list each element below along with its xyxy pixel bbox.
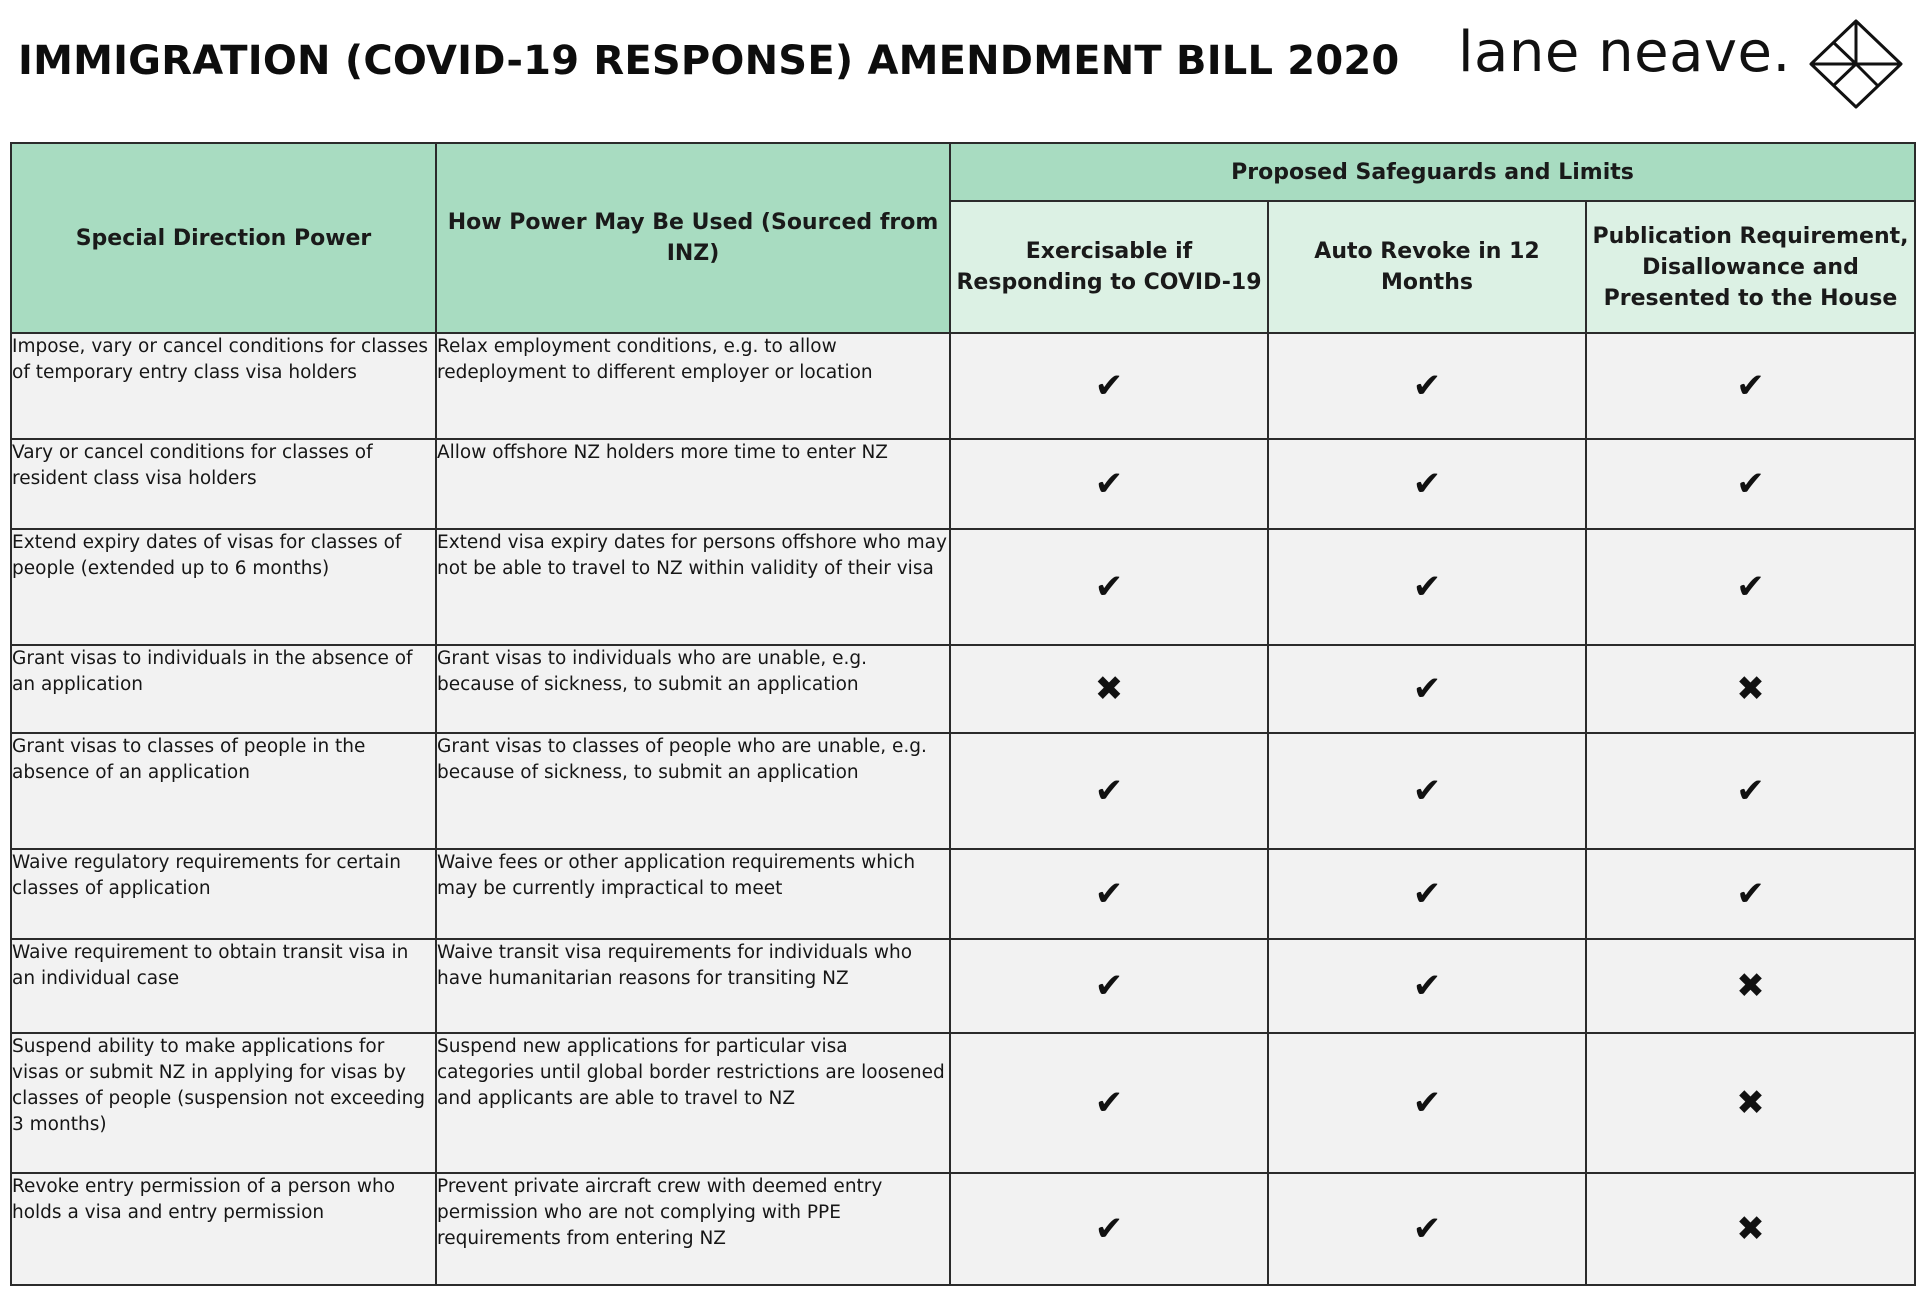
table-row: [11, 333, 1915, 439]
power-cell: Grant visas to individuals in the absence of an application: [11, 645, 436, 733]
table-row: [11, 439, 1915, 529]
check-icon: ✔: [1412, 366, 1442, 406]
check-icon: ✔: [1094, 771, 1124, 811]
check-icon: ✔: [1412, 966, 1442, 1006]
publication-mark-cell: [1586, 939, 1915, 1033]
table-row: [11, 849, 1915, 939]
covid-mark-cell: [950, 939, 1268, 1033]
covid-mark-cell: [950, 733, 1268, 849]
column-header-usage: How Power May Be Used (Sourced from INZ): [436, 143, 950, 333]
safeguards-table: [10, 142, 1916, 1286]
revoke-mark-cell: [1268, 333, 1586, 439]
table-row: [11, 1173, 1915, 1285]
check-icon: ✔: [1412, 874, 1442, 914]
usage-cell: Waive fees or other application requirements which may be currently impractical to meet: [436, 849, 950, 939]
publication-mark-cell: [1586, 733, 1915, 849]
revoke-mark-cell: [1268, 849, 1586, 939]
cross-icon: ✖: [1736, 1209, 1765, 1249]
covid-mark-cell: [950, 1173, 1268, 1285]
diamond-logo-icon: [1808, 18, 1904, 110]
check-icon: ✔: [1736, 464, 1765, 504]
cross-icon: ✖: [1736, 669, 1765, 709]
covid-mark-cell: [950, 529, 1268, 645]
table-row: [11, 939, 1915, 1033]
usage-cell: Grant visas to classes of people who are unable, e.g. because of sickness, to submit an application: [436, 733, 950, 849]
lane-neave-logo: [1458, 18, 1908, 110]
check-icon: ✔: [1412, 464, 1442, 504]
publication-mark-cell: [1586, 849, 1915, 939]
power-cell: Extend expiry dates of visas for classes of people (extended up to 6 months): [11, 529, 436, 645]
publication-mark-cell: [1586, 645, 1915, 733]
page-bottom-margin: [0, 1286, 1920, 1297]
cross-icon: ✖: [1736, 1083, 1765, 1123]
table-row: [11, 529, 1915, 645]
group-header-safeguards: Proposed Safeguards and Limits: [950, 143, 1915, 201]
column-header-power: Special Direction Power: [11, 143, 436, 333]
check-icon: ✔: [1736, 874, 1765, 914]
covid-mark-cell: [950, 849, 1268, 939]
revoke-mark-cell: [1268, 1033, 1586, 1173]
check-icon: ✔: [1412, 1209, 1442, 1249]
publication-mark-cell: [1586, 333, 1915, 439]
check-icon: ✔: [1094, 464, 1124, 504]
column-header-covid: Exercisable if Responding to COVID-19: [950, 201, 1268, 333]
document-title: IMMIGRATION (COVID-19 RESPONSE) AMENDMENT BILL 2020: [18, 38, 1400, 84]
usage-cell: Allow offshore NZ holders more time to enter NZ: [436, 439, 950, 529]
publication-mark-cell: [1586, 1173, 1915, 1285]
covid-mark-cell: [950, 1033, 1268, 1173]
usage-cell: Extend visa expiry dates for persons offshore who may not be able to travel to NZ within validity of their visa: [436, 529, 950, 645]
publication-mark-cell: [1586, 529, 1915, 645]
check-icon: ✔: [1412, 771, 1442, 811]
table-row: [11, 1033, 1915, 1173]
revoke-mark-cell: [1268, 529, 1586, 645]
check-icon: ✔: [1094, 1083, 1124, 1123]
revoke-mark-cell: [1268, 645, 1586, 733]
check-icon: ✔: [1412, 669, 1442, 709]
power-cell: Grant visas to classes of people in the absence of an application: [11, 733, 436, 849]
power-cell: Impose, vary or cancel conditions for classes of temporary entry class visa holders: [11, 333, 436, 439]
covid-mark-cell: [950, 645, 1268, 733]
revoke-mark-cell: [1268, 1173, 1586, 1285]
usage-cell: Suspend new applications for particular visa categories until global border restrictions are loosened and applicants are able to travel to NZ: [436, 1033, 950, 1173]
revoke-mark-cell: [1268, 733, 1586, 849]
power-cell: Waive requirement to obtain transit visa in an individual case: [11, 939, 436, 1033]
column-header-revoke: Auto Revoke in 12 Months: [1268, 201, 1586, 333]
check-icon: ✔: [1094, 1209, 1124, 1249]
cross-icon: ✖: [1736, 966, 1765, 1006]
usage-cell: Grant visas to individuals who are unable, e.g. because of sickness, to submit an application: [436, 645, 950, 733]
usage-cell: Waive transit visa requirements for individuals who have humanitarian reasons for transiting NZ: [436, 939, 950, 1033]
check-icon: ✔: [1412, 567, 1442, 607]
power-cell: Revoke entry permission of a person who holds a visa and entry permission: [11, 1173, 436, 1285]
revoke-mark-cell: [1268, 439, 1586, 529]
check-icon: ✔: [1094, 567, 1124, 607]
usage-cell: Prevent private aircraft crew with deemed entry permission who are not complying with PPE requirements from entering NZ: [436, 1173, 950, 1285]
publication-mark-cell: [1586, 439, 1915, 529]
check-icon: ✔: [1736, 771, 1765, 811]
usage-cell: Relax employment conditions, e.g. to allow redeployment to different employer or location: [436, 333, 950, 439]
check-icon: ✔: [1094, 966, 1124, 1006]
revoke-mark-cell: [1268, 939, 1586, 1033]
check-icon: ✔: [1412, 1083, 1442, 1123]
logo-wordmark: lane neave.: [1458, 20, 1791, 85]
power-cell: Waive regulatory requirements for certain classes of application: [11, 849, 436, 939]
column-header-publication: Publication Requirement, Disallowance and Presented to the House: [1586, 201, 1915, 333]
check-icon: ✔: [1094, 874, 1124, 914]
covid-mark-cell: [950, 333, 1268, 439]
header-row-group: [11, 143, 1915, 201]
check-icon: ✔: [1736, 567, 1765, 607]
check-icon: ✔: [1094, 366, 1124, 406]
publication-mark-cell: [1586, 1033, 1915, 1173]
table-row: [11, 645, 1915, 733]
covid-mark-cell: [950, 439, 1268, 529]
table-row: [11, 733, 1915, 849]
power-cell: Vary or cancel conditions for classes of resident class visa holders: [11, 439, 436, 529]
check-icon: ✔: [1736, 366, 1765, 406]
cross-icon: ✖: [1094, 669, 1124, 709]
power-cell: Suspend ability to make applications for visas or submit NZ in applying for visas by classes of people (suspension not exceeding 3 months): [11, 1033, 436, 1173]
